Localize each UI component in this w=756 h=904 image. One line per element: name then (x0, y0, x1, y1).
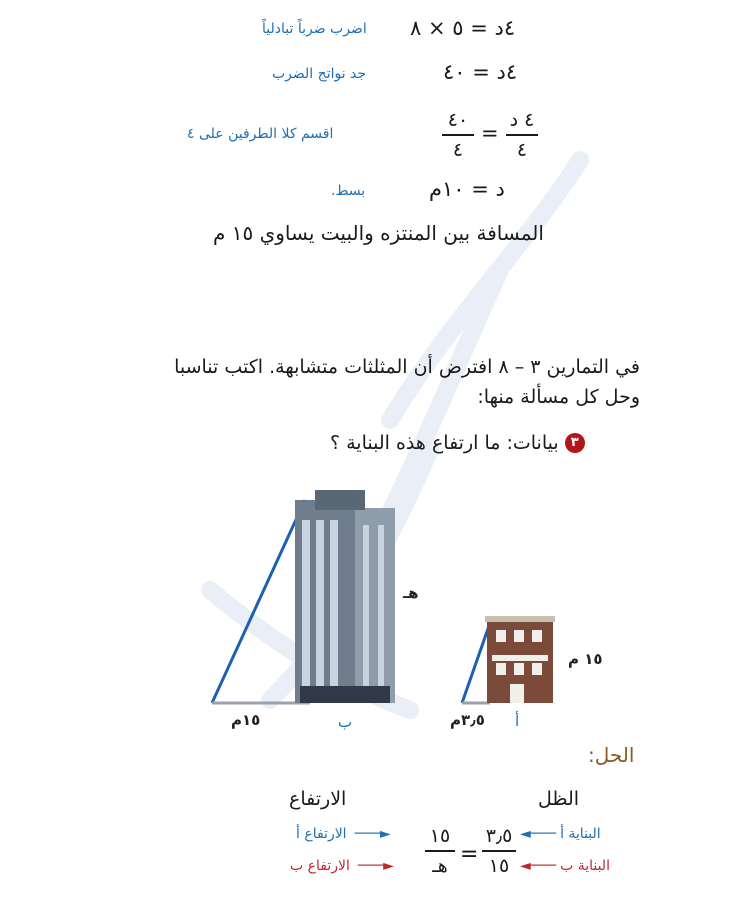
tall-building-name: ب (338, 713, 353, 731)
step4-note: بسط. (331, 183, 366, 199)
fraction-bar (506, 134, 538, 136)
tall-triangle-hypotenuse (212, 500, 305, 703)
arrow-right-icon: ───► (354, 826, 391, 842)
height-b-row (290, 858, 394, 874)
fraction-numerator: ٣٫٥ (485, 825, 513, 847)
fraction-numerator: ٤٠ (447, 109, 469, 131)
column-shadow-title: الظل (538, 788, 580, 810)
tall-building (295, 490, 395, 703)
fraction-bar (425, 850, 455, 852)
solution-heading: الحل: (588, 743, 635, 767)
step3-note: اقسم كلا الطرفين على ٤ (187, 126, 334, 142)
tall-shadow-label: ١٥م (231, 711, 261, 729)
solution-right-fraction (425, 825, 455, 877)
arrow-left-icon: ◄─── (520, 858, 557, 874)
equals-sign: = (460, 842, 479, 867)
step2-equation: ٤د = ٤٠ (443, 60, 518, 84)
fraction-denominator: ١٥ (488, 855, 510, 877)
question-text: بيانات: ما ارتفاع هذه البناية ؟ (330, 432, 559, 454)
small-building-name: أ (515, 712, 520, 730)
height-a-label: الارتفاع أ (296, 826, 347, 842)
small-shadow-label: ٣٫٥م (450, 711, 485, 729)
exercise-intro: في التمارين ٣ – ٨ افترض أن المثلثات متشابهة. اكتب تناسبا وحل كل مسألة منها: (174, 356, 640, 408)
column-height-title: الارتفاع (289, 788, 347, 810)
step4-equation: د = ١٠م (429, 177, 505, 201)
arrow-left-icon: ◄─── (520, 826, 557, 842)
fraction-denominator: ٤ (452, 139, 464, 161)
height-b-label: الارتفاع ب (290, 858, 350, 874)
height-a-row (296, 826, 391, 842)
building-a-label: البناية أ (560, 826, 601, 842)
arrow-right-icon: ───► (357, 858, 394, 874)
equals-sign: = (481, 121, 499, 145)
fraction-bar (442, 134, 474, 136)
building-b-label: البناية ب (560, 858, 610, 874)
step1-equation: ٤د = ٥ × ٨ (410, 16, 516, 40)
tall-height-label: هـ (403, 584, 419, 602)
question-number-badge: ٣ (565, 433, 585, 453)
fraction-numerator: ١٥ (429, 825, 451, 847)
question-line (330, 432, 585, 454)
step3-right-fraction (442, 109, 474, 161)
step3-left-fraction (506, 109, 538, 161)
fraction-denominator: ٤ (516, 139, 528, 161)
solution-left-fraction (482, 825, 516, 877)
small-height-label: ١٥ م (568, 650, 603, 668)
small-triangle-hypotenuse (462, 623, 490, 703)
fraction-numerator: ٤ د (509, 109, 535, 131)
step1-note: اضرب ضرباً تبادلياً (262, 21, 367, 37)
fraction-bar (482, 850, 516, 852)
building-a-row (520, 826, 601, 842)
step2-note: جد نواتج الضرب (272, 66, 367, 82)
fraction-denominator: هـ (432, 855, 448, 877)
building-b-row (520, 858, 610, 874)
conclusion-text: المسافة بين المنتزه والبيت يساوي ١٥ م (213, 221, 544, 245)
small-building (485, 616, 555, 703)
